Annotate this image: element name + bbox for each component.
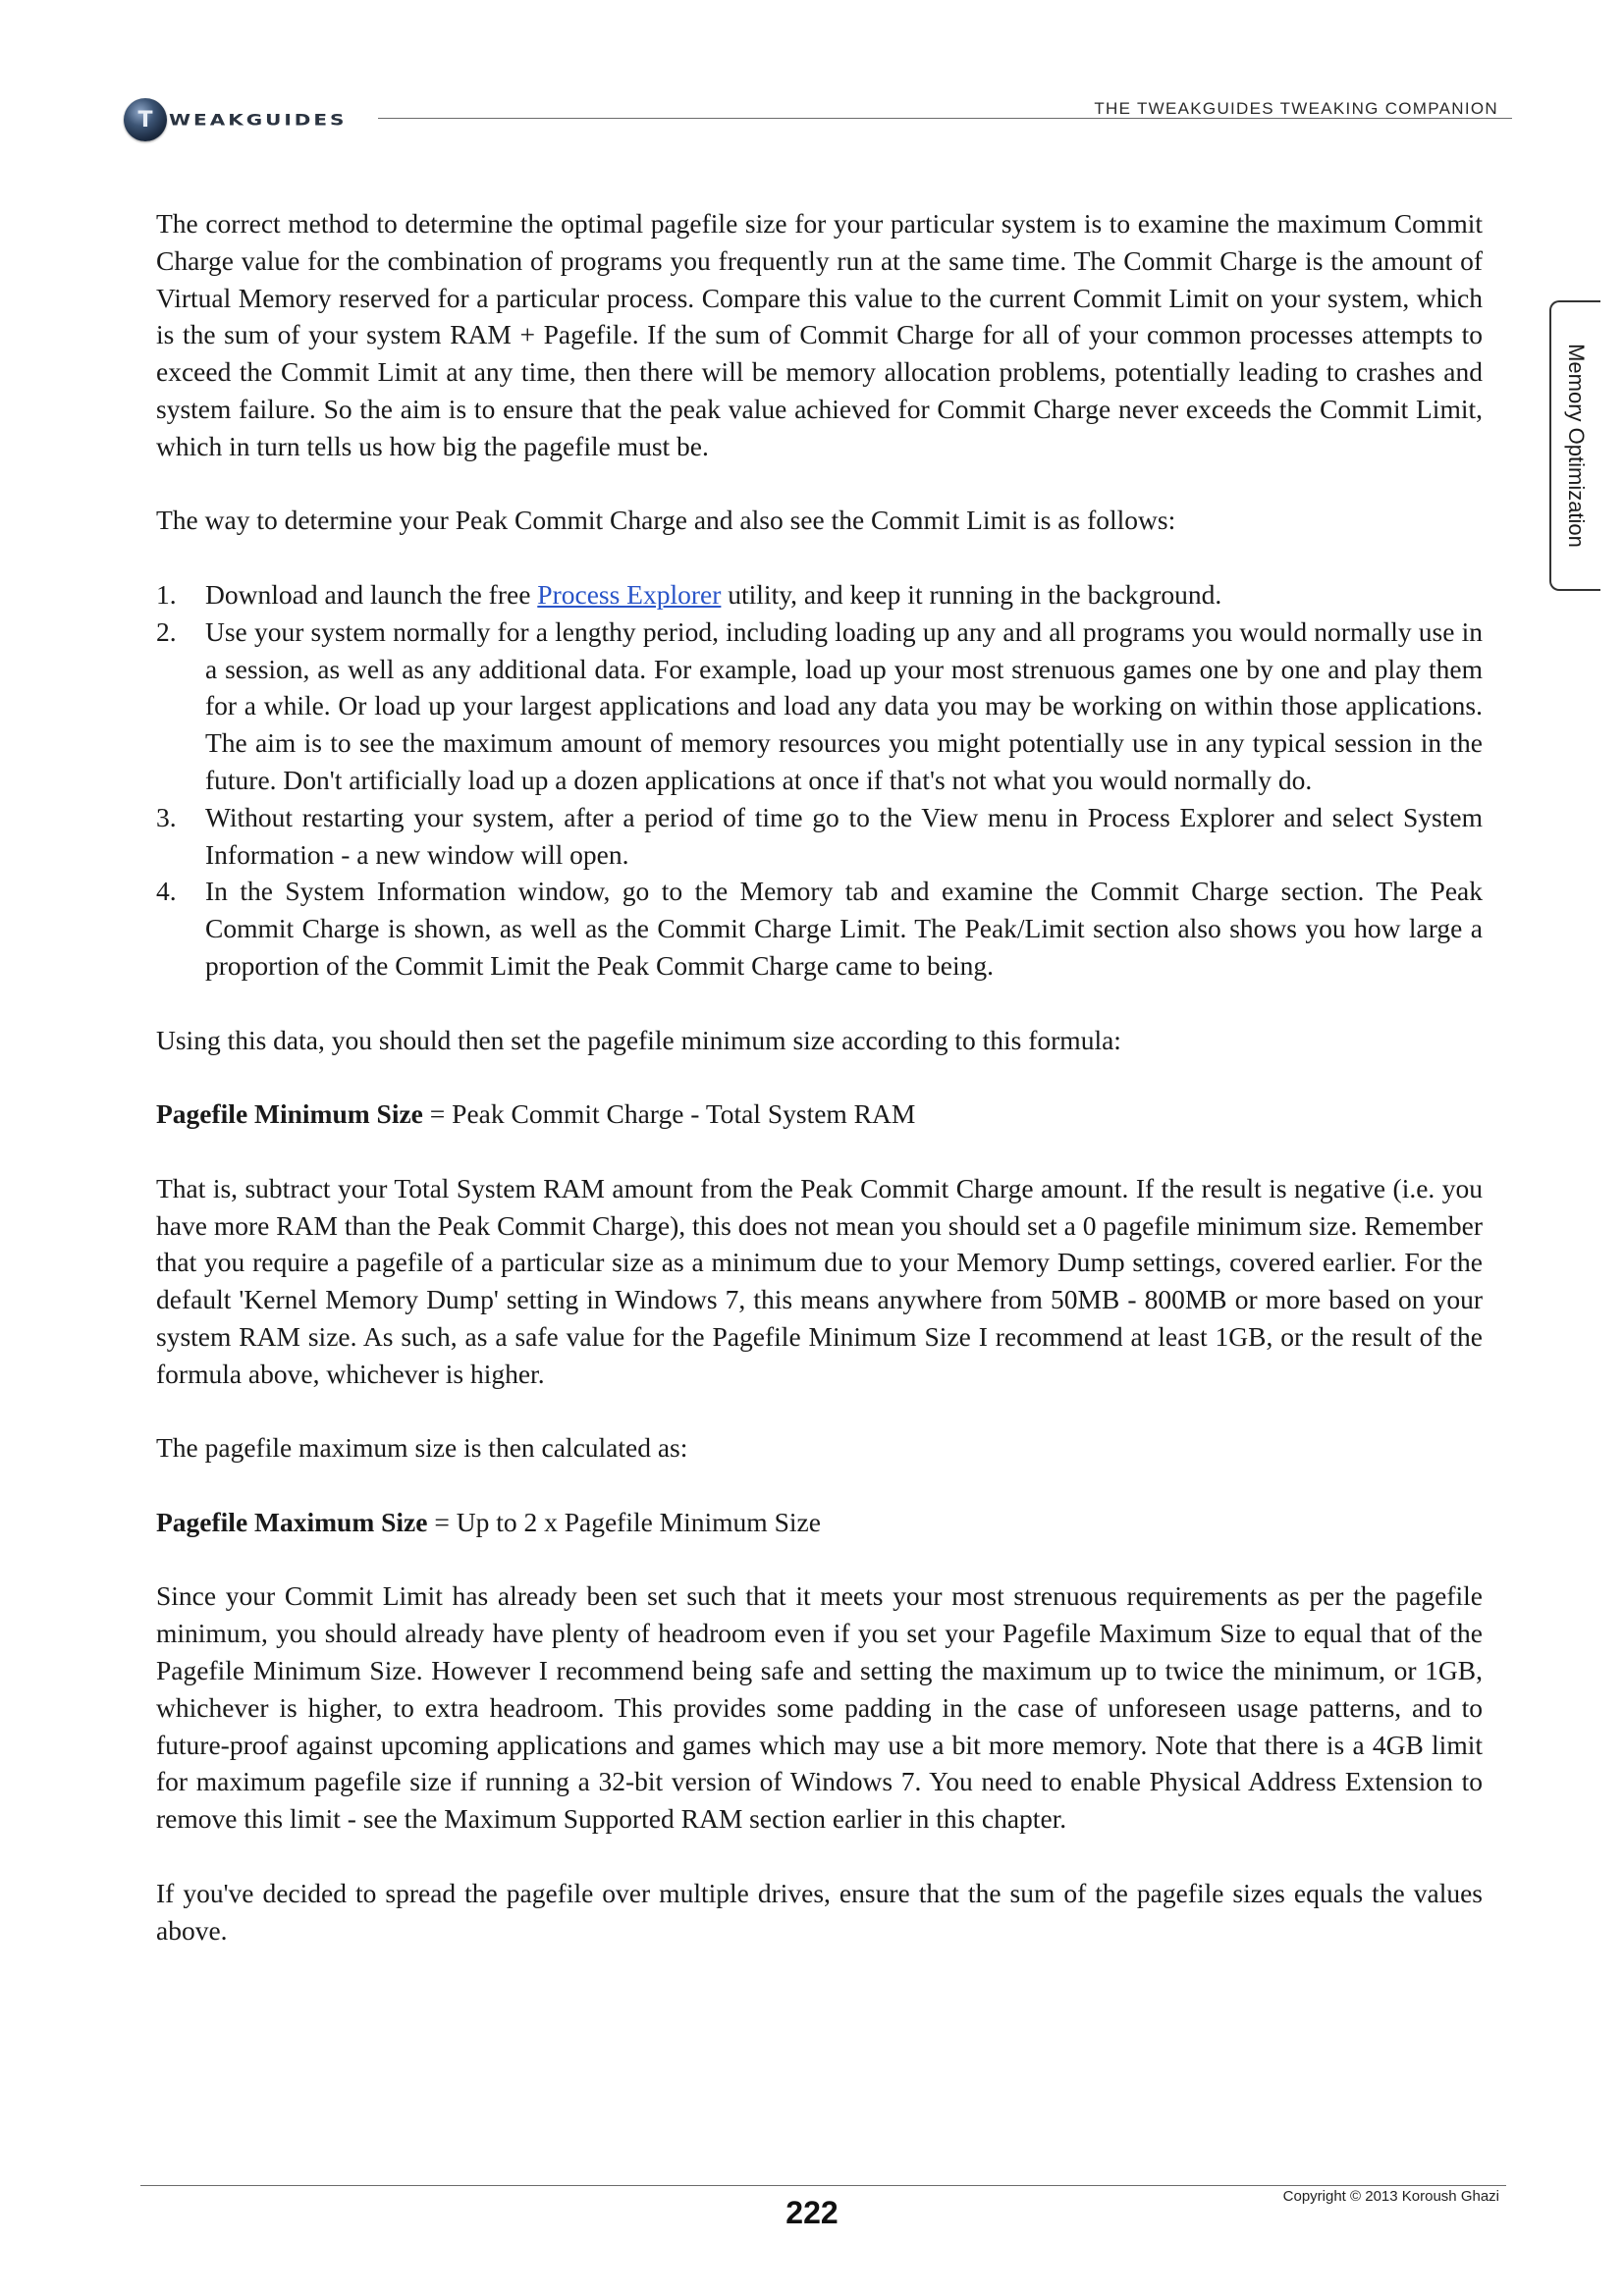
- header-title: THE TWEAKGUIDES TWEAKING COMPANION: [1094, 99, 1498, 118]
- logo-wordmark: WEAKGUIDES: [169, 110, 348, 130]
- page-number: 222: [785, 2195, 839, 2230]
- formula-expression: = Peak Commit Charge - Total System RAM: [422, 1098, 916, 1130]
- list-item: [156, 799, 1483, 874]
- formula-pagefile-minimum: [156, 1095, 1483, 1133]
- list-item: [156, 576, 1483, 614]
- tweakguides-logo: [124, 94, 347, 145]
- list-item-text: Without restarting your system, after a period of time go to the View menu in Process Explorer and select System Information - a new window will open.: [205, 801, 1483, 870]
- list-item-number: 2.: [156, 615, 177, 647]
- list-item-text-before: Download and launch the free: [205, 578, 538, 610]
- page-header: [0, 0, 1624, 137]
- formula-pagefile-maximum: [156, 1504, 1483, 1541]
- paragraph-formula-intro: Using this data, you should then set the pagefile minimum size according to this formula:: [156, 1024, 1121, 1055]
- formula-label: Pagefile Minimum Size: [156, 1098, 423, 1130]
- paragraph-commit-charge-intro: The correct method to determine the optimal pagefile size for your particular system is to examine the maximum Commit Charge value for the combination of programs you frequently run at the same time. The Commit Charge is the amount of Virtual Memory reserved for a particular process. Compare this value to the current Commit Limit on your system, which is the sum of your system RAM + Pagefile. If the sum of Commit Charge for all of your common processes attempts to exceed the Commit Limit at any time, then there will be memory allocation problems, potentially leading to crashes and system failure. So the aim is to ensure that the peak value achieved for Commit Charge never exceeds the Commit Limit, which in turn tells us how big the pagefile must be.: [156, 208, 1483, 461]
- steps-list: [156, 576, 1483, 985]
- paragraph-steps-intro: The way to determine your Peak Commit Charge and also see the Commit Limit is as follows:: [156, 505, 1176, 536]
- list-item: [156, 614, 1483, 799]
- list-item-number: 1.: [156, 578, 177, 610]
- formula-expression: = Up to 2 x Pagefile Minimum Size: [427, 1506, 821, 1537]
- list-item-number: 4.: [156, 876, 177, 907]
- list-item-text-after: utility, and keep it running in the background.: [721, 578, 1222, 610]
- process-explorer-link[interactable]: Process Explorer: [537, 578, 722, 610]
- page-body: [156, 205, 1483, 1986]
- formula-label: Pagefile Maximum Size: [156, 1506, 428, 1537]
- list-item-text: In the System Information window, go to the Memory tab and examine the Commit Charge section. The Peak Commit Charge is shown, as well as the Commit Charge Limit. The Peak/Limit section also shows you how large a proportion of the Commit Limit the Peak Commit Charge came to being.: [205, 876, 1483, 981]
- list-item-text: Use your system normally for a lengthy period, including loading up any and all programs you would normally use in a session, as well as any additional data. For example, load up your most strenuous games one by one and play them for a while. Or load up your largest applications and load any data you may be working on within those applications. The aim is to see the maximum amount of memory resources you might potentially use in any typical session in the future. Don't artificially load up a dozen applications at once if that's not what you would normally do.: [205, 615, 1483, 795]
- paragraph-maximum-intro: The pagefile maximum size is then calculated as:: [156, 1432, 688, 1464]
- paragraph-maximum-explanation: Since your Commit Limit has already been set such that it meets your most strenuous requirements as per the pagefile minimum, you should already have plenty of headroom even if you set your Pagefile Maximum Size to equal that of the Pagefile Minimum Size. However I recommend being safe and setting the maximum up to twice the minimum, or 1GB, whichever is higher, to extra headroom. This provides some padding in the case of unforeseen usage patterns, and to future-proof against upcoming applications and games which may use a bit more memory. Note that there is a 4GB limit for maximum pagefile size if running a 32-bit version of Windows 7. You need to enable Physical Address Extension to remove this limit - see the Maximum Supported RAM section earlier in this chapter.: [156, 1580, 1483, 1835]
- chapter-side-tab: [1549, 300, 1600, 591]
- copyright-notice: Copyright © 2013 Koroush Ghazi: [1282, 2188, 1499, 2205]
- footer-divider: [140, 2185, 1506, 2186]
- list-item: [156, 873, 1483, 984]
- chapter-side-tab-label: Memory Optimization: [1564, 344, 1589, 548]
- paragraph-minimum-explanation: That is, subtract your Total System RAM amount from the Peak Commit Charge amount. If the result is negative (i.e. you have more RAM than the Peak Commit Charge), this does not mean you should set a 0 pagefile minimum size. Remember that you require a pagefile of a particular size as a minimum due to your Memory Dump settings, covered earlier. For the default 'Kernel Memory Dump' setting in Windows 7, this means anywhere from 50MB - 800MB or more based on your system RAM size. As such, as a safe value for the Pagefile Minimum Size I recommend at least 1GB, or the result of the formula above, whichever is higher.: [156, 1172, 1483, 1389]
- paragraph-multiple-drives: If you've decided to spread the pagefile over multiple drives, ensure that the sum of the pagefile sizes equals the values above.: [156, 1877, 1483, 1946]
- list-item-number: 3.: [156, 801, 177, 832]
- logo-globe-icon: T: [124, 98, 167, 141]
